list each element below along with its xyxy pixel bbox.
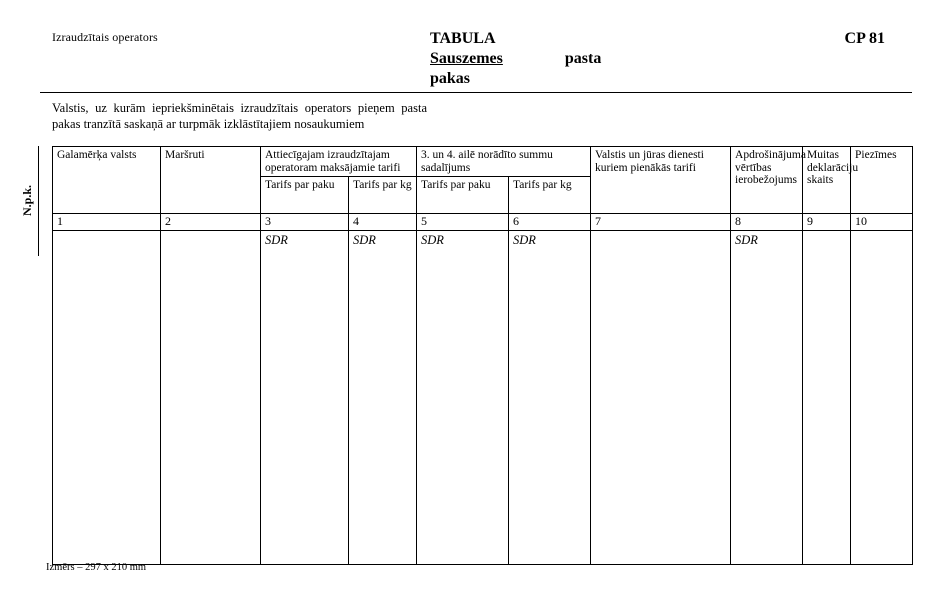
title-line-2-second: pasta xyxy=(564,50,602,67)
cell-destination-country[interactable] xyxy=(53,231,161,565)
colnum-1: 1 xyxy=(53,214,161,231)
title-line-2-underlined: Sauszemes xyxy=(430,50,503,67)
cell-customs-declarations[interactable] xyxy=(803,231,851,565)
tariff-table xyxy=(52,146,913,565)
colnum-9: 9 xyxy=(803,214,851,231)
cell-routes[interactable] xyxy=(161,231,261,565)
form-code: CP 81 xyxy=(844,30,885,47)
title-line-1: TABULA xyxy=(430,30,496,47)
intro-paragraph: Valstis, uz kurām iepriekšminētais izraudzītais operators pieņem pasta pakas tranzītā saskaņā ar turpmāk izklāstītajiem nosaukumiem xyxy=(52,101,427,131)
th-group-tariffs-payable: Attiecīgajam izraudzītajam operatoram maksājamie tarifi xyxy=(261,147,417,177)
th-destination-country: Galamērķa valsts xyxy=(53,147,161,214)
colnum-10: 10 xyxy=(851,214,913,231)
th-remarks: Piezīmes xyxy=(851,147,913,214)
th-countries-sea-services: Valstis un jūras dienesti kuriem pienākās tarifi xyxy=(591,147,731,214)
side-label-ordinal: N.p.k. xyxy=(20,184,34,216)
cell-tariff-per-kg-1[interactable]: SDR xyxy=(349,231,417,565)
cell-insurance-limit[interactable]: SDR xyxy=(731,231,803,565)
colnum-3: 3 xyxy=(261,214,349,231)
table-column-numbers-row xyxy=(53,214,913,231)
title-line-2 xyxy=(430,49,850,69)
th-tariff-per-parcel-2: Tarifs par paku xyxy=(417,177,509,214)
th-group-breakdown: 3. un 4. ailē norādīto summu sadalījums xyxy=(417,147,591,177)
colnum-2: 2 xyxy=(161,214,261,231)
cell-tariff-per-parcel-2[interactable]: SDR xyxy=(417,231,509,565)
footer-size-note: Izmērs – 297 x 210 mm xyxy=(46,562,147,573)
header-divider xyxy=(40,92,912,93)
colnum-6: 6 xyxy=(509,214,591,231)
th-tariff-per-kg-2: Tarifs par kg xyxy=(509,177,591,214)
colnum-8: 8 xyxy=(731,214,803,231)
th-tariff-per-parcel-1: Tarifs par paku xyxy=(261,177,349,214)
colnum-7: 7 xyxy=(591,214,731,231)
cell-tariff-per-kg-2[interactable]: SDR xyxy=(509,231,591,565)
colnum-5: 5 xyxy=(417,214,509,231)
document-title xyxy=(430,29,850,89)
th-routes: Maršruti xyxy=(161,147,261,214)
th-customs-declarations: Muitas deklarāciju skaits xyxy=(803,147,851,214)
colnum-4: 4 xyxy=(349,214,417,231)
title-line-3: pakas xyxy=(430,70,471,87)
cell-tariff-per-parcel-1[interactable]: SDR xyxy=(261,231,349,565)
cell-remarks[interactable] xyxy=(851,231,913,565)
side-label-divider xyxy=(38,146,39,256)
table-body-row xyxy=(53,231,913,565)
table-header-row-1 xyxy=(53,147,913,177)
th-tariff-per-kg-1: Tarifs par kg xyxy=(349,177,417,214)
cell-countries-sea-services[interactable] xyxy=(591,231,731,565)
header-left-label: Izraudzītais operators xyxy=(52,30,158,44)
th-insurance-limit: Apdrošinājuma vērtības ierobežojums xyxy=(731,147,803,214)
